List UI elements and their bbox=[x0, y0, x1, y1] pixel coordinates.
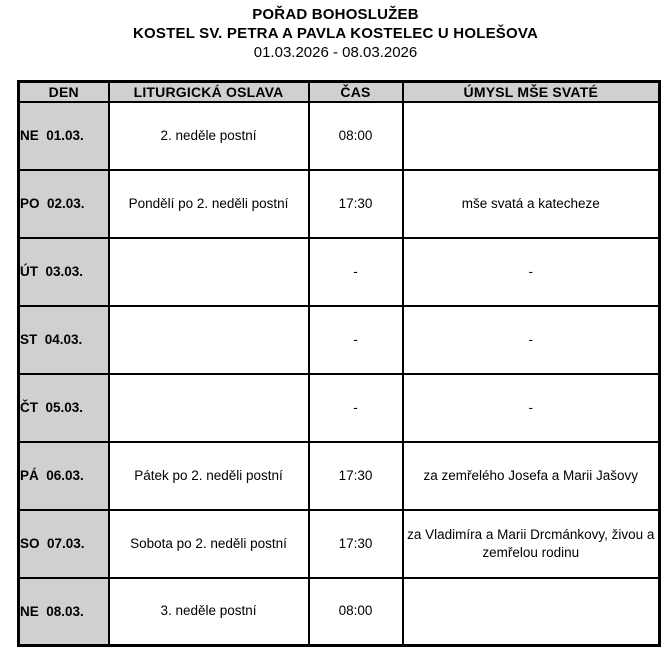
intention-cell: mše svatá a katecheze bbox=[403, 170, 660, 238]
day-cell: NE 08.03. bbox=[19, 578, 109, 646]
table-row bbox=[19, 238, 660, 306]
day-cell: PO 02.03. bbox=[19, 170, 109, 238]
date-range: 01.03.2026 - 08.03.2026 bbox=[253, 44, 418, 61]
time-cell: 17:30 bbox=[309, 510, 403, 578]
page-title: POŘAD BOHOSLUŽEB bbox=[252, 6, 419, 23]
day-cell: ČT 05.03. bbox=[19, 374, 109, 442]
intention-cell bbox=[403, 102, 660, 170]
header-row bbox=[19, 82, 660, 102]
time-cell: - bbox=[309, 306, 403, 374]
celebration-cell: Sobota po 2. neděli postní bbox=[109, 510, 309, 578]
schedule-header bbox=[19, 82, 660, 102]
time-cell: - bbox=[309, 374, 403, 442]
table-row bbox=[19, 442, 660, 510]
intention-cell: - bbox=[403, 306, 660, 374]
table-row bbox=[19, 578, 660, 646]
intention-cell bbox=[403, 578, 660, 646]
column-header-liturgicka-oslava: LITURGICKÁ OSLAVA bbox=[109, 82, 309, 102]
time-cell: 08:00 bbox=[309, 102, 403, 170]
schedule-body bbox=[19, 102, 660, 646]
table-row bbox=[19, 306, 660, 374]
table-row bbox=[19, 374, 660, 442]
celebration-cell: Pátek po 2. neděli postní bbox=[109, 442, 309, 510]
celebration-cell bbox=[109, 306, 309, 374]
celebration-cell: Pondělí po 2. neděli postní bbox=[109, 170, 309, 238]
day-cell: ÚT 03.03. bbox=[19, 238, 109, 306]
page-subtitle: KOSTEL SV. PETRA A PAVLA KOSTELEC U HOLEŠOVA bbox=[133, 25, 538, 42]
time-cell: 17:30 bbox=[309, 442, 403, 510]
day-cell: ST 04.03. bbox=[19, 306, 109, 374]
celebration-cell bbox=[109, 374, 309, 442]
day-cell: NE 01.03. bbox=[19, 102, 109, 170]
celebration-cell bbox=[109, 238, 309, 306]
time-cell: 17:30 bbox=[309, 170, 403, 238]
title-block bbox=[0, 0, 671, 63]
time-cell: 08:00 bbox=[309, 578, 403, 646]
day-cell: SO 07.03. bbox=[19, 510, 109, 578]
intention-cell: - bbox=[403, 238, 660, 306]
schedule-table bbox=[17, 80, 661, 647]
celebration-cell: 3. neděle postní bbox=[109, 578, 309, 646]
time-cell: - bbox=[309, 238, 403, 306]
table-row bbox=[19, 510, 660, 578]
celebration-cell: 2. neděle postní bbox=[109, 102, 309, 170]
day-cell: PÁ 06.03. bbox=[19, 442, 109, 510]
column-header-cas: ČAS bbox=[309, 82, 403, 102]
column-header-den: DEN bbox=[19, 82, 109, 102]
intention-cell: za zemřelého Josefa a Marii Jašovy bbox=[403, 442, 660, 510]
table-row bbox=[19, 170, 660, 238]
table-row bbox=[19, 102, 660, 170]
column-header-umysl-mse-svate: ÚMYSL MŠE SVATÉ bbox=[403, 82, 660, 102]
intention-cell: - bbox=[403, 374, 660, 442]
intention-cell: za Vladimíra a Marii Drcmánkovy, živou a zemřelou rodinu bbox=[403, 510, 660, 578]
